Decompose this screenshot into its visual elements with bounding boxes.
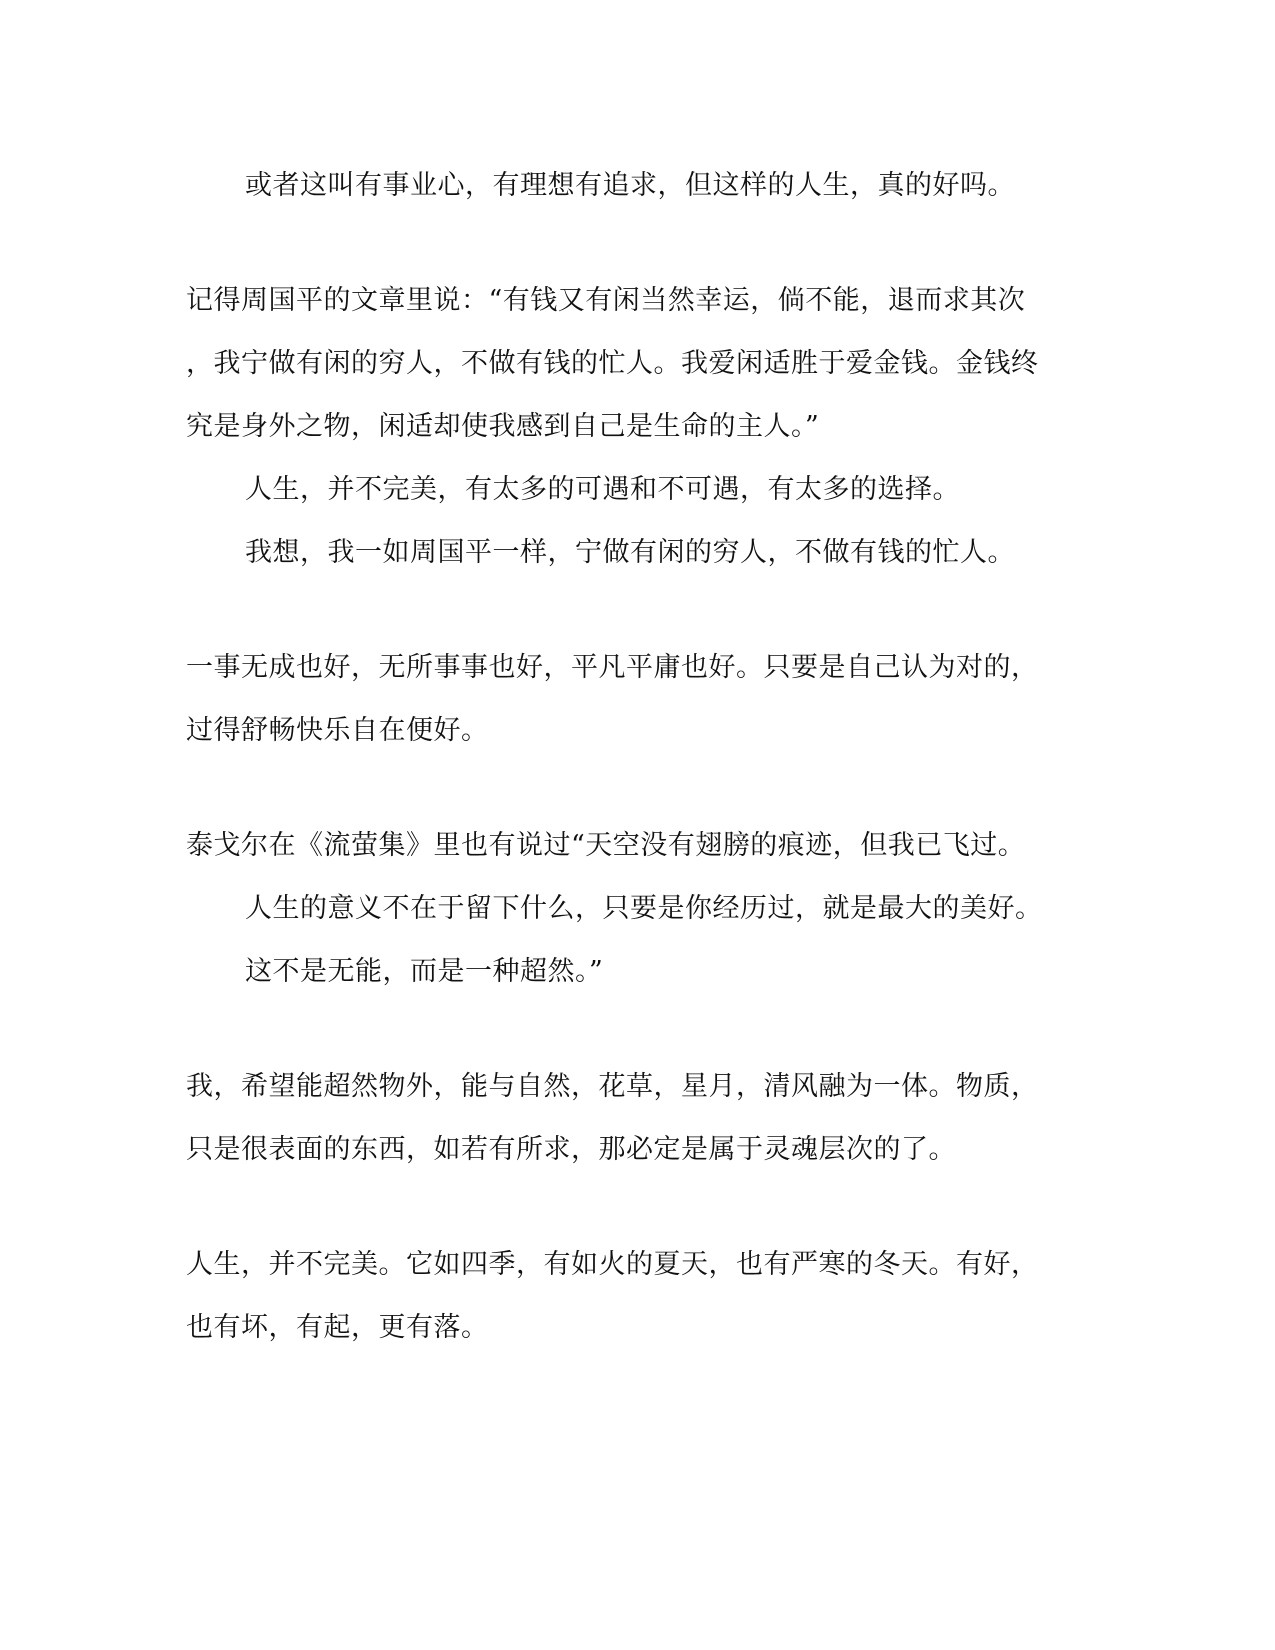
text-line: 也有坏，有起，更有落。 — [186, 1312, 489, 1343]
text-line: 只是很表面的东西，如若有所求，那必定是属于灵魂层次的了。 — [186, 1134, 956, 1165]
text-line: 我想，我一如周国平一样，宁做有闲的穷人，不做有钱的忙人。 — [245, 537, 1015, 568]
text-line: 人生，并不完美，有太多的可遇和不可遇，有太多的选择。 — [245, 474, 960, 505]
text-line: 一事无成也好，无所事事也好，平凡平庸也好。只要是自己认为对的， — [186, 652, 1039, 683]
text-line: 泰戈尔在《流萤集》里也有说过“天空没有翅膀的痕迹，但我已飞过。 — [186, 830, 1026, 861]
text-line: 究是身外之物，闲适却使我感到自己是生命的主人。” — [186, 411, 820, 442]
text-line: 记得周国平的文章里说：“有钱又有闲当然幸运，倘不能，退而求其次 — [186, 285, 1026, 316]
text-line: 过得舒畅快乐自在便好。 — [186, 715, 489, 746]
text-line: ，我宁做有闲的穷人，不做有钱的忙人。我爱闲适胜于爱金钱。金钱终 — [186, 348, 1039, 379]
text-line: 或者这叫有事业心，有理想有追求，但这样的人生，真的好吗。 — [245, 170, 1015, 201]
text-line: 我，希望能超然物外，能与自然，花草，星月，清风融为一体。物质， — [186, 1071, 1039, 1102]
text-line: 人生的意义不在于留下什么，只要是你经历过，就是最大的美好。 — [245, 893, 1043, 924]
text-line: 这不是无能，而是一种超然。” — [245, 956, 604, 987]
text-line: 人生，并不完美。它如四季，有如火的夏天，也有严寒的冬天。有好， — [186, 1249, 1039, 1280]
